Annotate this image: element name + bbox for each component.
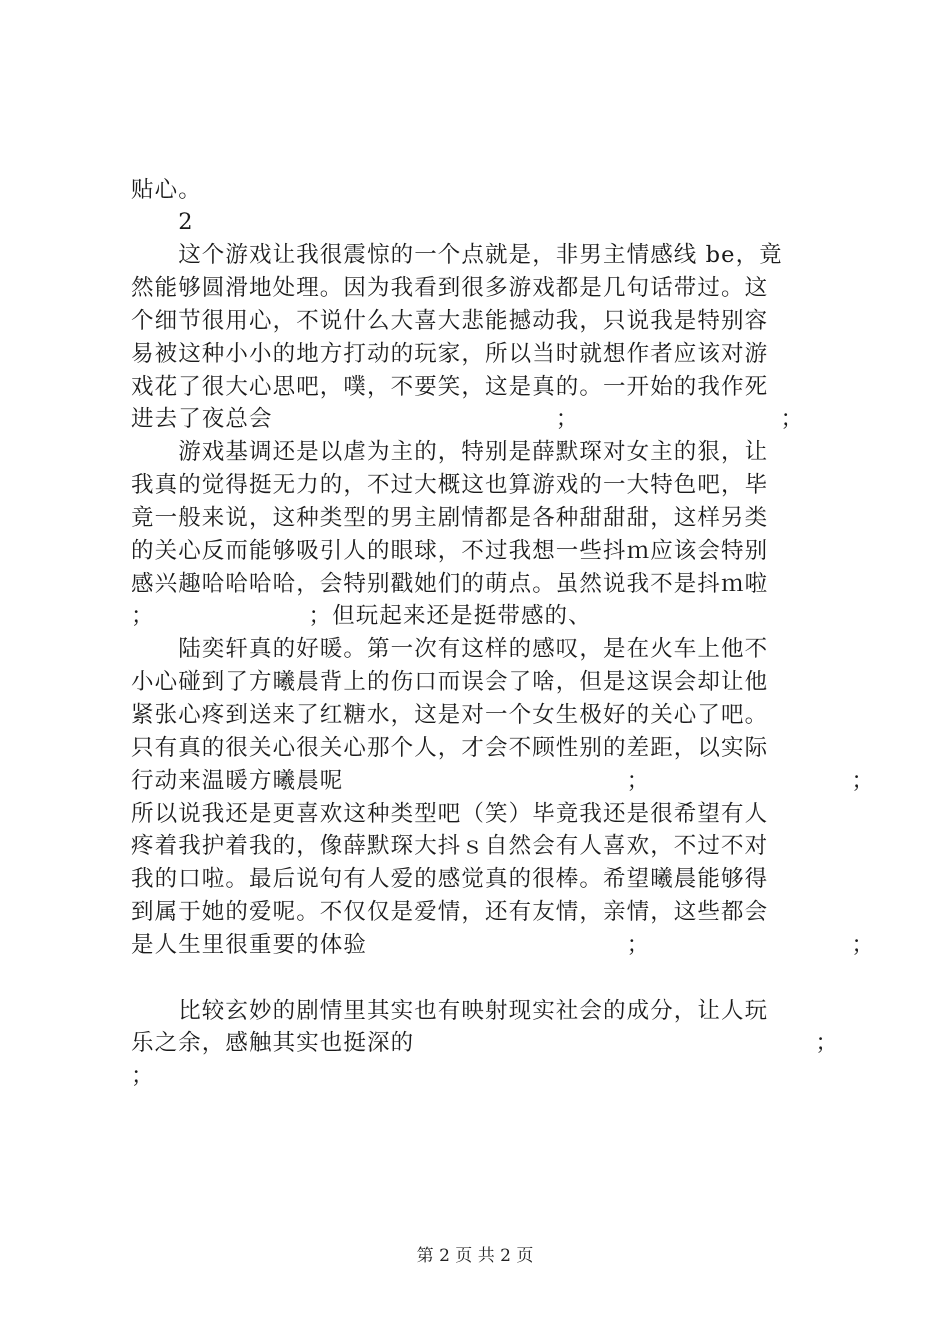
text-line: 紧张心疼到送来了红糖水，这是对一个女生极好的关心了吧。 — [131, 702, 769, 728]
text-line: 到属于她的爱呢。不仅仅是爱情，还有友情，亲情，这些都会 — [131, 899, 769, 925]
text-line: 我的口啦。最后说句有人爱的感觉真的很棒。希望曦晨能够得 — [131, 866, 769, 892]
text-line: 小心碰到了方曦晨背上的伤口而误会了啥，但是这误会却让他 — [131, 669, 769, 695]
text-line: 2 — [131, 209, 194, 235]
text-line: 贴心。 — [131, 177, 202, 203]
text-line: 个细节很用心，不说什么大喜大悲能撼动我，只说我是特别容 — [131, 308, 769, 334]
text-line: 乐之余，感触其实也挺深的 ； — [131, 1030, 840, 1056]
text-line: 只有真的很关心很关心那个人，才会不顾性别的差距，以实际 — [131, 735, 769, 761]
text-line: 易被这种小小的地方打动的玩家，所以当时就想作者应该对游 — [131, 341, 769, 367]
page-footer: 第 2 页 共 2 页 — [416, 1246, 534, 1266]
text-line: 所以说我还是更喜欢这种类型吧（笑）毕竟我还是很希望有人 — [131, 801, 769, 827]
text-line: 然能够圆滑地处理。因为我看到很多游戏都是几句话带过。这 — [131, 275, 769, 301]
text-line: 是人生里很重要的体验 ； ； — [131, 932, 875, 958]
text-line: 戏花了很大心思吧，噗，不要笑，这是真的。一开始的我作死 — [131, 374, 769, 400]
text-line: ； ；但玩起来还是挺带感的、 — [131, 603, 592, 629]
text-line: 陆奕轩真的好暖。第一次有这样的感叹，是在火车上他不 — [131, 636, 769, 662]
text-line: 进去了夜总会 ； ； — [131, 406, 805, 432]
text-line: 疼着我护着我的，像薛默琛大抖ｓ自然会有人喜欢，不过不对 — [131, 833, 769, 859]
text-line: 竟一般来说，这种类型的男主剧情都是各种甜甜甜，这样另类 — [131, 505, 769, 531]
text-line: 比较玄妙的剧情里其实也有映射现实社会的成分，让人玩 — [131, 998, 769, 1024]
text-line: 我真的觉得挺无力的，不过大概这也算游戏的一大特色吧，毕 — [131, 472, 769, 498]
text-line: 的关心反而能够吸引人的眼球，不过我想一些抖ｍ应该会特别 — [131, 538, 769, 564]
text-line: 这个游戏让我很震惊的一个点就是，非男主情感线 be，竟 — [131, 242, 783, 268]
text-line: 游戏基调还是以虐为主的，特别是薛默琛对女主的狠，让 — [131, 439, 769, 465]
text-line: 行动来温暖方曦晨呢 ； ； — [131, 768, 875, 794]
text-line: ； — [131, 1063, 155, 1089]
text-line: 感兴趣哈哈哈哈，会特别戳她们的萌点。虽然说我不是抖ｍ啦 — [131, 571, 769, 597]
